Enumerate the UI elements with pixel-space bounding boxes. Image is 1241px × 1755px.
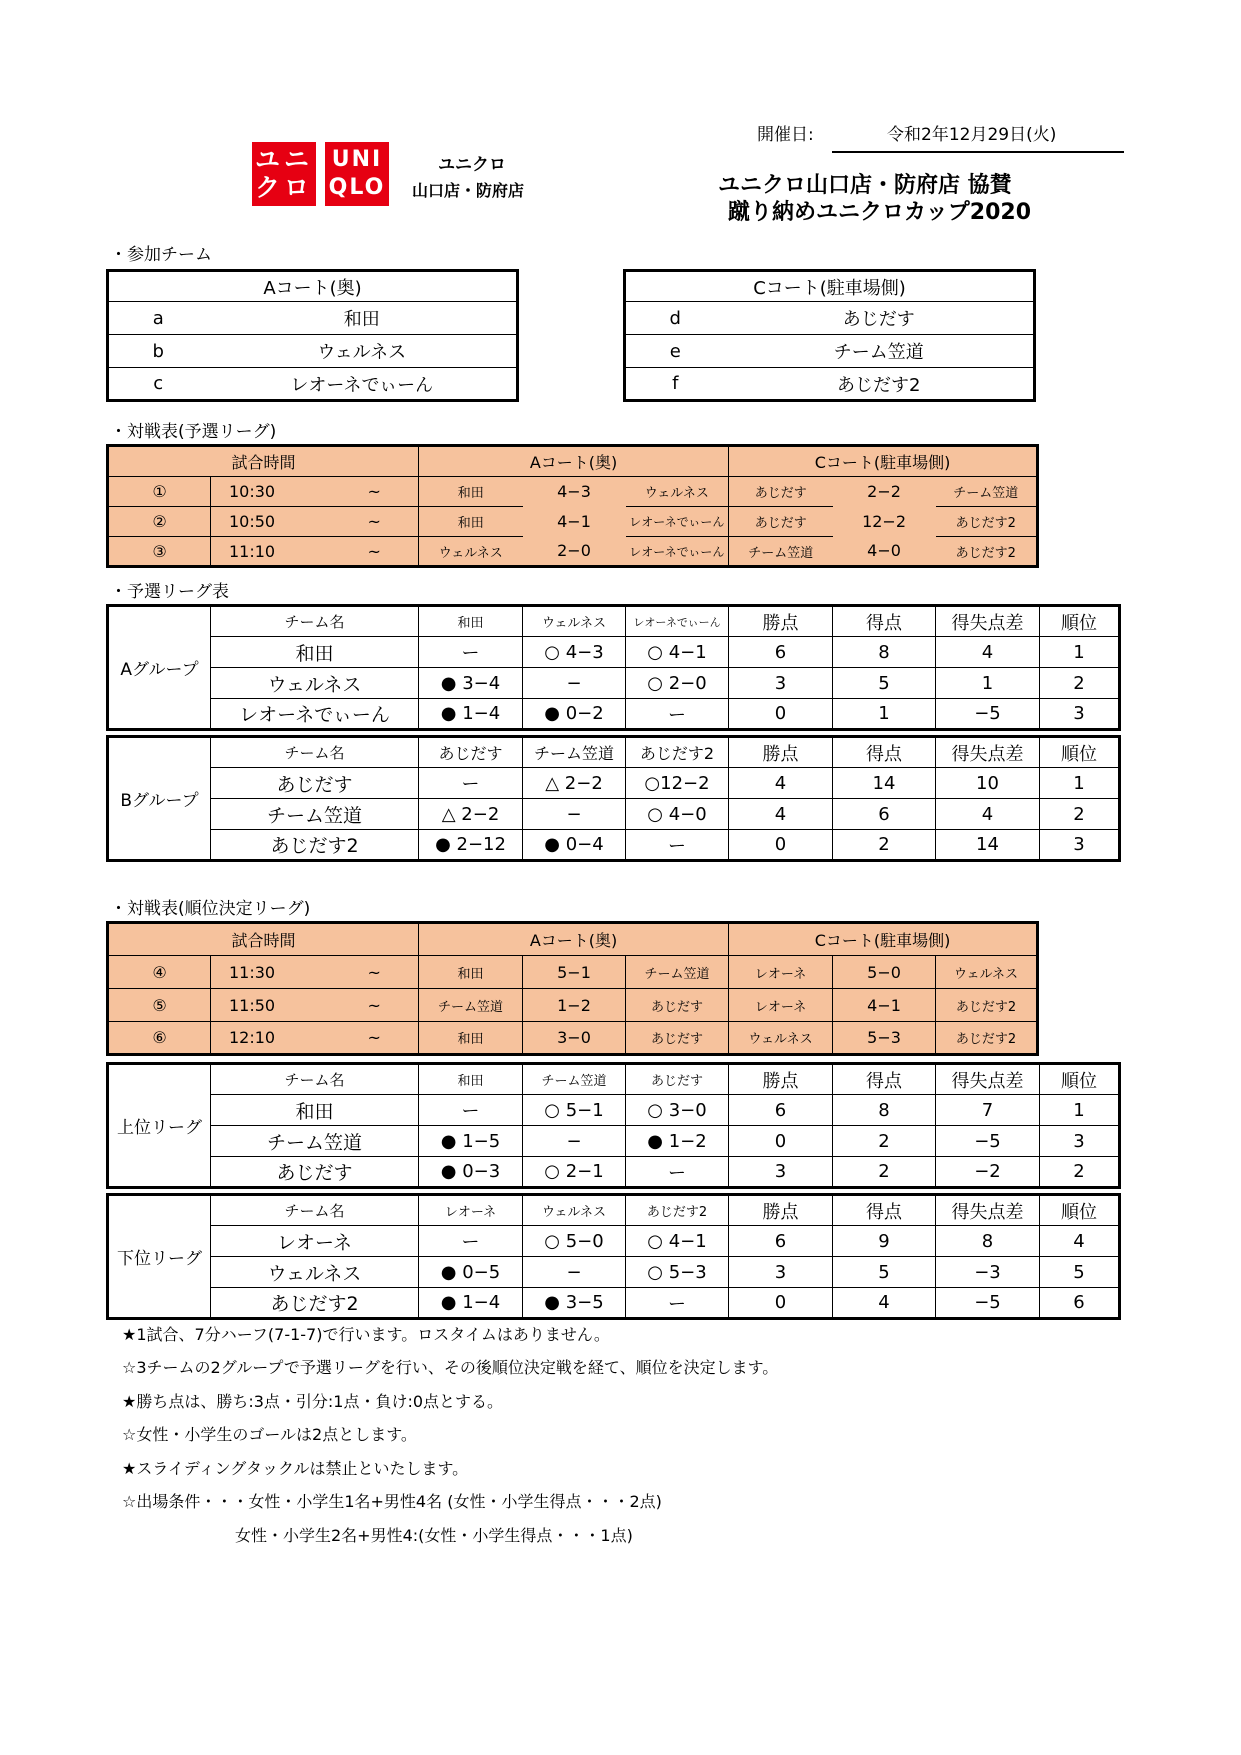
team-name: ウェルネス (211, 668, 419, 699)
rank-cell: 4 (1040, 1226, 1120, 1257)
tilde: ~ (331, 507, 419, 537)
result-cell: ● 1−2 (626, 1126, 729, 1157)
result-cell: ー (419, 1095, 523, 1126)
a-away: チーム笠道 (626, 956, 729, 989)
col-team: チーム名 (211, 737, 419, 768)
rank-cell: 2 (1040, 799, 1120, 830)
c-score: 12−2 (833, 507, 936, 537)
tilde: ~ (331, 1022, 419, 1055)
c-score: 2−2 (833, 477, 936, 507)
goals-cell: 4 (833, 1288, 936, 1319)
league-table (106, 735, 1121, 862)
col-opponent: レオーネ (419, 1195, 523, 1226)
a-score: 5−1 (523, 956, 626, 989)
col-diff: 得失点差 (936, 1195, 1040, 1226)
group-label: Bグループ (108, 737, 211, 861)
result-cell: ○ 3−0 (626, 1095, 729, 1126)
store-name: ユニクロ (438, 155, 506, 175)
match-no: ② (108, 507, 211, 537)
goals-cell: 2 (833, 1157, 936, 1188)
team-code: b (108, 335, 208, 368)
result-cell: ● 0−3 (419, 1157, 523, 1188)
goals-cell: 2 (833, 830, 936, 861)
team-code: d (625, 302, 725, 335)
c-score: 4−1 (833, 989, 936, 1022)
points-cell: 0 (729, 830, 833, 861)
header-court-c: Cコート(駐車場側) (729, 446, 1038, 477)
league-table (106, 604, 1121, 731)
col-rank: 順位 (1040, 737, 1120, 768)
result-cell: △ 2−2 (523, 768, 626, 799)
col-opponent: あじだす2 (626, 737, 729, 768)
team-code: f (625, 368, 725, 401)
diff-cell: 14 (936, 830, 1040, 861)
note: ☆女性・小学生のゴールは2点とします。 (122, 1425, 417, 1444)
points-cell: 3 (729, 1157, 833, 1188)
c-home: チーム笠道 (729, 537, 833, 567)
rank-cell: 3 (1040, 830, 1120, 861)
result-cell: △ 2−2 (419, 799, 523, 830)
diff-cell: 4 (936, 637, 1040, 668)
result-cell: ○ 5−1 (523, 1095, 626, 1126)
result-cell: ー (626, 1288, 729, 1319)
result-cell: ○ 4−3 (523, 637, 626, 668)
col-rank: 順位 (1040, 1064, 1120, 1095)
col-diff: 得失点差 (936, 606, 1040, 637)
rank-cell: 5 (1040, 1257, 1120, 1288)
match-time: 11:10 (211, 537, 331, 567)
c-away: あじだす2 (936, 1022, 1038, 1055)
uniqlo-logo-kana: ユニ クロ (252, 142, 316, 206)
c-score: 5−3 (833, 1022, 936, 1055)
c-home: あじだす (729, 507, 833, 537)
note: ☆出場条件・・・女性・小学生1名+男性4名 (女性・小学生得点・・・2点) (122, 1492, 662, 1511)
team-code: a (108, 302, 208, 335)
result-cell: ● 0−2 (523, 699, 626, 730)
col-opponent: 和田 (419, 606, 523, 637)
a-score: 3−0 (523, 1022, 626, 1055)
col-goals: 得点 (833, 606, 936, 637)
result-cell: ● 1−4 (419, 1288, 523, 1319)
match-time: 10:50 (211, 507, 331, 537)
date-value: 令和2年12月29日(火) (887, 125, 1057, 145)
a-away: レオーネでぃーん (626, 537, 729, 567)
result-cell: − (523, 1126, 626, 1157)
col-opponent: チーム笠道 (523, 737, 626, 768)
result-cell: ○ 2−1 (523, 1157, 626, 1188)
court-a-title: Aコート(奥) (108, 271, 518, 302)
team-name: ウェルネス (208, 335, 518, 368)
c-score: 4−0 (833, 537, 936, 567)
tilde: ~ (331, 989, 419, 1022)
prelim-schedule-table (106, 444, 1039, 568)
rank-cell: 6 (1040, 1288, 1120, 1319)
a-score: 4−1 (523, 507, 626, 537)
section-final-schedule: ・対戦表(順位決定リーグ) (110, 899, 311, 919)
c-away: チーム笠道 (936, 477, 1038, 507)
match-no: ③ (108, 537, 211, 567)
rank-cell: 1 (1040, 1095, 1120, 1126)
col-opponent: ウェルネス (523, 1195, 626, 1226)
match-time: 10:30 (211, 477, 331, 507)
a-home: 和田 (419, 477, 523, 507)
rank-cell: 1 (1040, 637, 1120, 668)
tilde: ~ (331, 956, 419, 989)
result-cell: ● 0−5 (419, 1257, 523, 1288)
result-cell: ○ 4−1 (626, 1226, 729, 1257)
goals-cell: 8 (833, 1095, 936, 1126)
note: ★勝ち点は、勝ち:3点・引分:1点・負け:0点とする。 (122, 1392, 504, 1411)
diff-cell: −5 (936, 1126, 1040, 1157)
team-name: あじだす (211, 768, 419, 799)
points-cell: 0 (729, 1126, 833, 1157)
a-away: あじだす (626, 1022, 729, 1055)
team-code: e (625, 335, 725, 368)
points-cell: 6 (729, 1226, 833, 1257)
a-away: レオーネでぃーん (626, 507, 729, 537)
tilde: ~ (331, 537, 419, 567)
court-c-title: Cコート(駐車場側) (625, 271, 1035, 302)
c-score: 5−0 (833, 956, 936, 989)
diff-cell: 8 (936, 1226, 1040, 1257)
result-cell: ー (626, 830, 729, 861)
c-home: レオーネ (729, 989, 833, 1022)
note: 女性・小学生2名+男性4:(女性・小学生得点・・・1点) (235, 1526, 633, 1545)
diff-cell: 10 (936, 768, 1040, 799)
result-cell: ● 3−4 (419, 668, 523, 699)
result-cell: ○12−2 (626, 768, 729, 799)
c-home: ウェルネス (729, 1022, 833, 1055)
team-name: レオーネでぃーん (208, 368, 518, 401)
result-cell: − (523, 1257, 626, 1288)
match-no: ① (108, 477, 211, 507)
result-cell: ● 2−12 (419, 830, 523, 861)
diff-cell: −5 (936, 1288, 1040, 1319)
result-cell: ● 0−4 (523, 830, 626, 861)
team-name: レオーネ (211, 1226, 419, 1257)
result-cell: ○ 2−0 (626, 668, 729, 699)
header-court-c: Cコート(駐車場側) (729, 923, 1038, 956)
a-score: 2−0 (523, 537, 626, 567)
team-name: あじだす2 (211, 830, 419, 861)
tilde: ~ (331, 477, 419, 507)
diff-cell: −2 (936, 1157, 1040, 1188)
col-points: 勝点 (729, 737, 833, 768)
league-table (106, 1193, 1121, 1320)
points-cell: 0 (729, 699, 833, 730)
col-diff: 得失点差 (936, 737, 1040, 768)
col-opponent: レオーネでぃーん (626, 606, 729, 637)
col-opponent: ウェルネス (523, 606, 626, 637)
result-cell: ー (419, 768, 523, 799)
a-away: ウェルネス (626, 477, 729, 507)
result-cell: ー (626, 699, 729, 730)
diff-cell: 1 (936, 668, 1040, 699)
note: ★1試合、7分ハーフ(7-1-7)で行います。ロスタイムはありません。 (122, 1325, 610, 1344)
rank-cell: 2 (1040, 668, 1120, 699)
league-table (106, 1062, 1121, 1189)
team-name: チーム笠道 (211, 1126, 419, 1157)
diff-cell: −5 (936, 699, 1040, 730)
result-cell: − (523, 668, 626, 699)
a-away: あじだす (626, 989, 729, 1022)
a-home: 和田 (419, 507, 523, 537)
col-team: チーム名 (211, 1064, 419, 1095)
header-court-a: Aコート(奥) (419, 923, 729, 956)
result-cell: ー (419, 1226, 523, 1257)
col-points: 勝点 (729, 1195, 833, 1226)
result-cell: ○ 5−3 (626, 1257, 729, 1288)
note: ★スライディングタックルは禁止といたします。 (122, 1459, 469, 1478)
team-name: チーム笠道 (725, 335, 1035, 368)
date-underline (832, 151, 1124, 153)
sponsor-line: ユニクロ山口店・防府店 協賛 (718, 173, 1012, 198)
team-name: あじだす (211, 1157, 419, 1188)
a-home: ウェルネス (419, 537, 523, 567)
section-teams: ・参加チーム (110, 245, 212, 265)
c-away: あじだす2 (936, 989, 1038, 1022)
rank-cell: 2 (1040, 1157, 1120, 1188)
team-name: ウェルネス (211, 1257, 419, 1288)
team-name: 和田 (211, 1095, 419, 1126)
col-opponent: あじだす (419, 737, 523, 768)
col-rank: 順位 (1040, 1195, 1120, 1226)
rank-cell: 1 (1040, 768, 1120, 799)
col-goals: 得点 (833, 737, 936, 768)
match-time: 11:30 (211, 956, 331, 989)
result-cell: ー (419, 637, 523, 668)
header-court-a: Aコート(奥) (419, 446, 729, 477)
points-cell: 4 (729, 768, 833, 799)
header-time: 試合時間 (108, 446, 419, 477)
group-label: Aグループ (108, 606, 211, 730)
a-home: チーム笠道 (419, 989, 523, 1022)
team-name: あじだす2 (211, 1288, 419, 1319)
goals-cell: 6 (833, 799, 936, 830)
store-branches: 山口店・防府店 (412, 181, 525, 200)
col-rank: 順位 (1040, 606, 1120, 637)
points-cell: 3 (729, 668, 833, 699)
goals-cell: 14 (833, 768, 936, 799)
court-a-teams (106, 269, 519, 402)
points-cell: 3 (729, 1257, 833, 1288)
points-cell: 6 (729, 637, 833, 668)
a-score: 4−3 (523, 477, 626, 507)
diff-cell: −3 (936, 1257, 1040, 1288)
result-cell: − (523, 799, 626, 830)
a-home: 和田 (419, 956, 523, 989)
c-home: レオーネ (729, 956, 833, 989)
date-label: 開催日: (757, 125, 814, 145)
final-schedule-table (106, 921, 1039, 1056)
goals-cell: 5 (833, 668, 936, 699)
rank-cell: 3 (1040, 699, 1120, 730)
result-cell: ○ 4−1 (626, 637, 729, 668)
team-name: あじだす (725, 302, 1035, 335)
goals-cell: 9 (833, 1226, 936, 1257)
goals-cell: 5 (833, 1257, 936, 1288)
result-cell: ○ 4−0 (626, 799, 729, 830)
diff-cell: 7 (936, 1095, 1040, 1126)
col-team: チーム名 (211, 1195, 419, 1226)
match-time: 12:10 (211, 1022, 331, 1055)
col-points: 勝点 (729, 606, 833, 637)
section-prelim-schedule: ・対戦表(予選リーグ) (110, 422, 277, 442)
result-cell: ○ 5−0 (523, 1226, 626, 1257)
team-name: あじだす2 (725, 368, 1035, 401)
result-cell: ● 3−5 (523, 1288, 626, 1319)
c-away: ウェルネス (936, 956, 1038, 989)
team-name: チーム笠道 (211, 799, 419, 830)
match-no: ④ (108, 956, 211, 989)
rank-cell: 3 (1040, 1126, 1120, 1157)
match-no: ⑤ (108, 989, 211, 1022)
c-away: あじだす2 (936, 537, 1038, 567)
result-cell: ー (626, 1157, 729, 1188)
section-prelim-table: ・予選リーグ表 (110, 582, 229, 602)
col-team: チーム名 (211, 606, 419, 637)
team-name: レオーネでぃーん (211, 699, 419, 730)
col-goals: 得点 (833, 1195, 936, 1226)
c-away: あじだす2 (936, 507, 1038, 537)
team-name: 和田 (211, 637, 419, 668)
col-goals: 得点 (833, 1064, 936, 1095)
team-name: 和田 (208, 302, 518, 335)
goals-cell: 8 (833, 637, 936, 668)
result-cell: ● 1−5 (419, 1126, 523, 1157)
a-home: 和田 (419, 1022, 523, 1055)
result-cell: ● 1−4 (419, 699, 523, 730)
diff-cell: 4 (936, 799, 1040, 830)
match-time: 11:50 (211, 989, 331, 1022)
event-title: 蹴り納めユニクロカップ2020 (728, 200, 1032, 225)
group-label: 下位リーグ (108, 1195, 211, 1319)
match-no: ⑥ (108, 1022, 211, 1055)
c-home: あじだす (729, 477, 833, 507)
points-cell: 4 (729, 799, 833, 830)
col-opponent: あじだす (626, 1064, 729, 1095)
col-opponent: 和田 (419, 1064, 523, 1095)
group-label: 上位リーグ (108, 1064, 211, 1188)
a-score: 1−2 (523, 989, 626, 1022)
header-time: 試合時間 (108, 923, 419, 956)
team-code: c (108, 368, 208, 401)
col-diff: 得失点差 (936, 1064, 1040, 1095)
court-c-teams (623, 269, 1036, 402)
col-opponent: あじだす2 (626, 1195, 729, 1226)
goals-cell: 2 (833, 1126, 936, 1157)
points-cell: 0 (729, 1288, 833, 1319)
points-cell: 6 (729, 1095, 833, 1126)
goals-cell: 1 (833, 699, 936, 730)
uniqlo-logo-en: UNI QLO (325, 142, 389, 206)
col-opponent: チーム笠道 (523, 1064, 626, 1095)
col-points: 勝点 (729, 1064, 833, 1095)
note: ☆3チームの2グループで予選リーグを行い、その後順位決定戦を経て、順位を決定します。 (122, 1358, 779, 1377)
